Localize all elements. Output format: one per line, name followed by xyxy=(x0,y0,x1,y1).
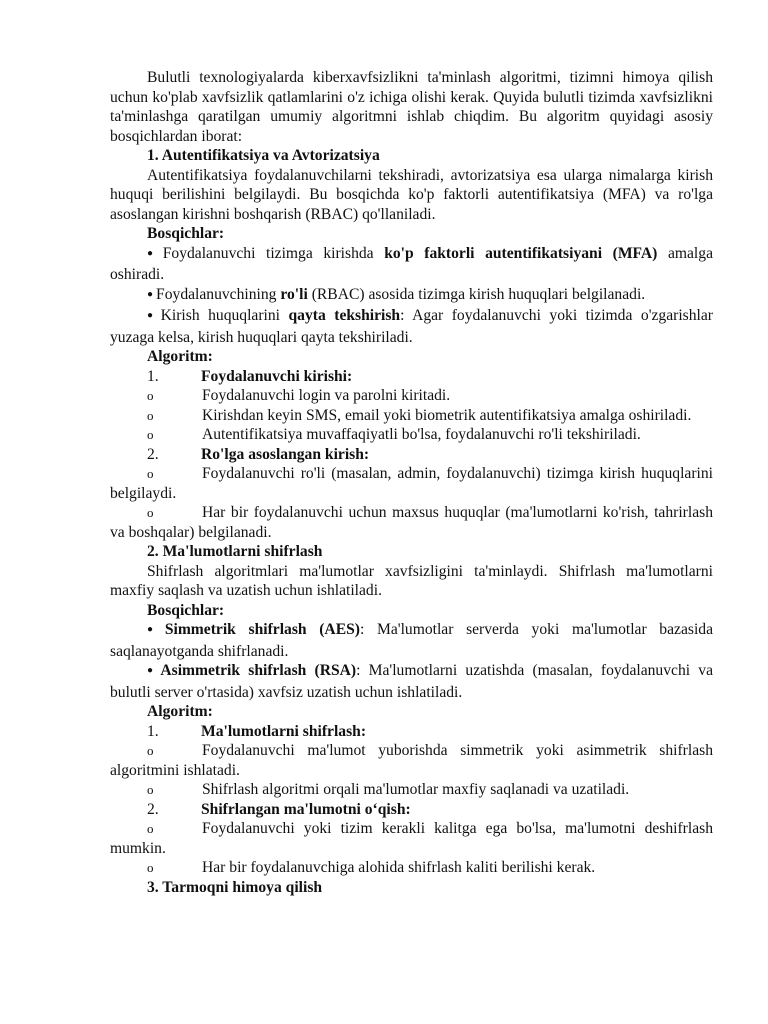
section-2-step-2-item-b: o Har bir foydalanuvchiga alohida shifrlash kaliti berilishi kerak. xyxy=(147,859,596,876)
section-2-bullet-2: ● Asimmetrik shifrlash (RSA): Ma'lumotlarni uzatishda (masalan, foydalanuvchi va bulutli server o'rtasida) xavfsiz uzatish uchun ishlatiladi. xyxy=(110,662,713,701)
section-2-algorithm-label: Algoritm: xyxy=(147,703,213,720)
bullet-dot-icon: ● xyxy=(147,665,158,676)
bullet-dot-icon: ● xyxy=(147,288,154,300)
section-1-step-1-item-c: o Autentifikatsiya muvaffaqiyatli bo'lsa, foydalanuvchi ro'li tekshiriladi. xyxy=(147,426,641,443)
section-2-step-1: 1. Ma'lumotlarni shifrlash: xyxy=(147,722,367,740)
section-1-step-2-item-b: o Har bir foydalanuvchi uchun maxsus huquqlar (ma'lumotlarni ko'rish, tahrirlash va boshqalar) belgilanadi. xyxy=(110,504,713,541)
section-2-step-1-item-a: o Foydalanuvchi ma'lumot yuborishda simmetrik yoki asimmetrik shifrlash algoritmini ishlatadi. xyxy=(110,742,713,779)
section-1-bullet-2: ● Foydalanuvchining ro'li (RBAC) asosida tizimga kirish huquqlari belgilanadi. xyxy=(147,285,646,303)
section-1-algorithm-label: Algoritm: xyxy=(147,348,213,365)
section-1-step-2: 2. Ro'lga asoslangan kirish: xyxy=(147,445,370,463)
section-1-step-1-item-b: o Kirishdan keyin SMS, email yoki biometrik autentifikatsiya amalga oshiriladi. xyxy=(147,406,692,424)
section-1-step-1: 1. Foydalanuvchi kirishi: xyxy=(147,367,353,385)
section-2-bullet-1: ● Simmetrik shifrlash (AES): Ma'lumotlar serverda yoki ma'lumotlar bazasida saqlanayotganda shifrlanadi. xyxy=(110,621,713,660)
section-2-step-1-item-b: o Shifrlash algoritmi orqali ma'lumotlar maxfiy saqlanadi va uzatiladi. xyxy=(147,781,630,798)
section-2-step-2-item-a: o Foydalanuvchi yoki tizim kerakli kalitga ega bo'lsa, ma'lumotni deshifrlash mumkin. xyxy=(110,820,713,857)
section-1-title: 1. Autentifikatsiya va Avtorizatsiya xyxy=(147,147,380,164)
section-2-steps-label: Bosqichlar: xyxy=(147,601,225,619)
intro-paragraph: Bulutli texnologiyalarda kiberxavfsizlikni ta'minlash algoritmi, tizimni himoya qilish uchun ko'plab xavfsizlik qatlamlarini o'z ichiga olishi kerak. Quyida bulutli tizimda xavfsizlikni ta'minlashga qaratilgan umumiy algoritmni ishlab chiqdim. Bu algoritm quyidagi asosiy bosqichlardan iborat: xyxy=(110,69,713,145)
section-2-step-2: 2. Shifrlangan ma'lumotni o‘qish: xyxy=(147,800,411,818)
bullet-dot-icon: ● xyxy=(147,247,160,259)
section-1-steps-label: Bosqichlar: xyxy=(147,225,225,242)
section-1-bullet-3: ● Kirish huquqlarini qayta tekshirish: Agar foydalanuvchi yoki tizimda o'zgarishlar yuzaga kelsa, kirish huquqlari qayta tekshiriladi. xyxy=(110,307,713,346)
section-2-paragraph: Shifrlash algoritmlari ma'lumotlar xavfsizligini ta'minlaydi. Shifrlash ma'lumotlarni maxfiy saqlash va uzatish uchun ishlatiladi. xyxy=(110,562,713,599)
document-page xyxy=(110,68,713,897)
section-1-step-2-item-a: o Foydalanuvchi ro'li (masalan, admin, foydalanuvchi) tizimga kirish huquqlarini belgilaydi. xyxy=(110,465,713,502)
section-1-step-1-item-a: o Foydalanuvchi login va parolni kiritadi. xyxy=(147,387,451,404)
bullet-dot-icon: ● xyxy=(147,310,158,321)
section-1-bullet-1: ● Foydalanuvchi tizimga kirishda ko'p faktorli autentifikatsiyani (MFA) amalga oshiradi. xyxy=(110,244,713,283)
bullet-dot-icon: ● xyxy=(147,624,162,635)
section-2-title: 2. Ma'lumotlarni shifrlash xyxy=(147,543,323,560)
section-1-paragraph: Autentifikatsiya foydalanuvchilarni tekshiradi, avtorizatsiya esa ularga nimalarga kirish huquqi berilishini belgilaydi. Bu bosqichda ko'p faktorli autentifikatsiya (MFA) va ro'lga asoslangan kirishni boshqarish (RBAC) qo'llaniladi. xyxy=(110,166,713,223)
section-3-title: 3. Tarmoqni himoya qilish xyxy=(147,878,323,896)
